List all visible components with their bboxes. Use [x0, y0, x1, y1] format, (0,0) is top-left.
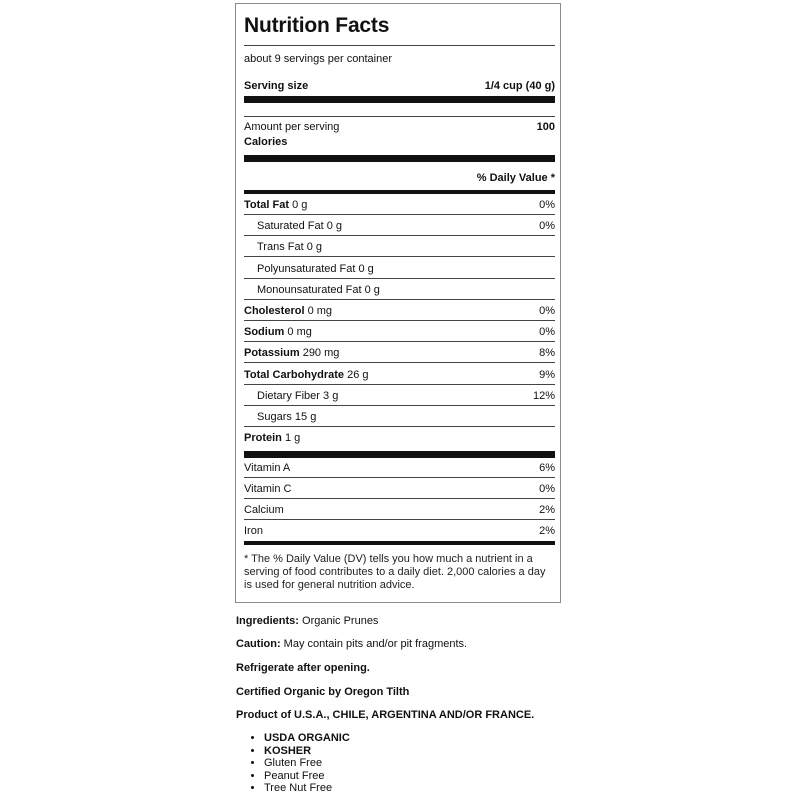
nutrient-row	[244, 258, 555, 279]
nutrient-amount: 290 mg	[299, 347, 340, 360]
nutrient-label	[244, 326, 312, 338]
nutrient-daily-value: 0%	[539, 326, 555, 339]
vitamin-row	[244, 499, 555, 520]
nutrient-row	[244, 427, 555, 448]
nutrient-row	[244, 194, 555, 215]
nutrient-row	[244, 406, 555, 427]
nutrient-amount: Polyunsaturated Fat 0 g	[257, 262, 374, 275]
nutrient-label	[244, 369, 369, 381]
ingredients-value: Organic Prunes	[298, 615, 379, 627]
nutrient-row	[244, 215, 555, 236]
serving-size-value: 1/4 cup (40 g)	[484, 80, 555, 92]
nutrient-amount: 26 g	[344, 368, 369, 381]
nutrient-daily-value: 9%	[539, 368, 555, 381]
caution-label: Caution:	[236, 638, 281, 650]
panel-title: Nutrition Facts	[244, 14, 390, 37]
vitamin-row	[244, 457, 555, 478]
vitamin-daily-value: 0%	[539, 483, 555, 495]
medium-divider	[244, 541, 555, 545]
badge-item: • USDA ORGANIC	[264, 732, 350, 745]
nutrient-amount: 1 g	[281, 432, 301, 445]
servings-per-container: about 9 servings per container	[244, 53, 392, 65]
amount-per-serving: Amount per serving	[244, 121, 340, 133]
badge-item: • Tree Nut Free	[264, 782, 350, 795]
product-origin: Product of U.S.A., CHILE, ARGENTINA AND/OR FRANCE.	[236, 709, 535, 721]
nutrient-label	[257, 390, 338, 402]
nutrient-daily-value: 0%	[539, 220, 555, 233]
calories-value: 100	[536, 121, 555, 133]
nutrient-name: Potassium	[244, 347, 300, 360]
nutrient-row	[244, 236, 555, 257]
nutrient-name: Total Carbohydrate	[244, 368, 345, 381]
nutrient-label	[257, 263, 374, 275]
footnote: * The % Daily Value (DV) tells you how much a nutrient in a serving of food contributes to a daily diet. 2,000 calories a day is used for general nutrition advice.	[244, 553, 546, 591]
divider	[244, 116, 555, 117]
nutrient-name: Cholesterol	[244, 305, 305, 317]
badge-list	[236, 732, 350, 795]
nutrient-row	[244, 321, 555, 342]
nutrient-name: Protein	[244, 432, 282, 445]
nutrient-row	[244, 342, 555, 363]
badge-item: • Gluten Free	[264, 757, 350, 770]
nutrient-daily-value: 0%	[539, 199, 555, 211]
nutrition-facts-panel	[235, 3, 561, 603]
nutrient-amount: 0 mg	[284, 326, 312, 339]
nutrient-row	[244, 300, 555, 321]
nutrient-label	[257, 411, 316, 423]
nutrient-name: Total Fat	[244, 199, 290, 211]
nutrient-label	[257, 284, 380, 296]
serving-size-label: Serving size	[244, 80, 309, 92]
vitamin-label: Calcium	[244, 504, 284, 516]
ingredients-label: Ingredients:	[236, 615, 299, 627]
caution	[236, 638, 467, 650]
nutrient-amount: Saturated Fat 0 g	[257, 220, 342, 233]
nutrient-amount: Dietary Fiber 3 g	[257, 389, 339, 402]
nutrient-row	[244, 279, 555, 300]
nutrient-label	[244, 199, 307, 211]
nutrient-row	[244, 385, 555, 406]
thick-divider	[244, 155, 555, 162]
certified-organic: Certified Organic by Oregon Tilth	[236, 686, 410, 698]
vitamin-label: Vitamin C	[244, 483, 292, 495]
nutrient-label	[257, 241, 322, 253]
caution-value: May contain pits and/or pit fragments.	[280, 638, 468, 650]
divider	[244, 45, 555, 46]
badge-item: • Peanut Free	[264, 770, 350, 783]
thick-divider	[244, 96, 555, 103]
nutrient-name: Sodium	[244, 326, 285, 339]
daily-value-header: % Daily Value *	[476, 172, 555, 184]
ingredients	[236, 615, 378, 627]
vitamin-row	[244, 478, 555, 499]
vitamin-daily-value: 2%	[539, 504, 555, 516]
refrigerate-note: Refrigerate after opening.	[236, 662, 370, 674]
nutrient-amount: Trans Fat 0 g	[257, 241, 323, 254]
nutrient-row	[244, 364, 555, 385]
nutrient-daily-value: 0%	[539, 305, 555, 317]
vitamin-daily-value: 2%	[539, 525, 555, 537]
vitamin-daily-value: 6%	[539, 462, 555, 474]
vitamin-row	[244, 520, 555, 541]
nutrient-amount: 0 g	[289, 199, 308, 211]
nutrient-amount: Sugars 15 g	[257, 411, 317, 423]
nutrient-daily-value: 12%	[532, 389, 555, 402]
vitamin-label: Iron	[244, 525, 263, 537]
vitamin-label: Vitamin A	[244, 462, 291, 474]
nutrient-label	[244, 305, 332, 317]
badge-item: • KOSHER	[264, 745, 350, 758]
nutrient-label	[244, 432, 300, 444]
nutrient-daily-value: 8%	[539, 347, 555, 360]
calories-label: Calories	[244, 136, 288, 148]
nutrient-amount: Monounsaturated Fat 0 g	[257, 283, 380, 296]
nutrient-amount: 0 mg	[304, 305, 333, 317]
nutrient-label	[257, 220, 342, 232]
nutrient-label	[244, 347, 339, 359]
